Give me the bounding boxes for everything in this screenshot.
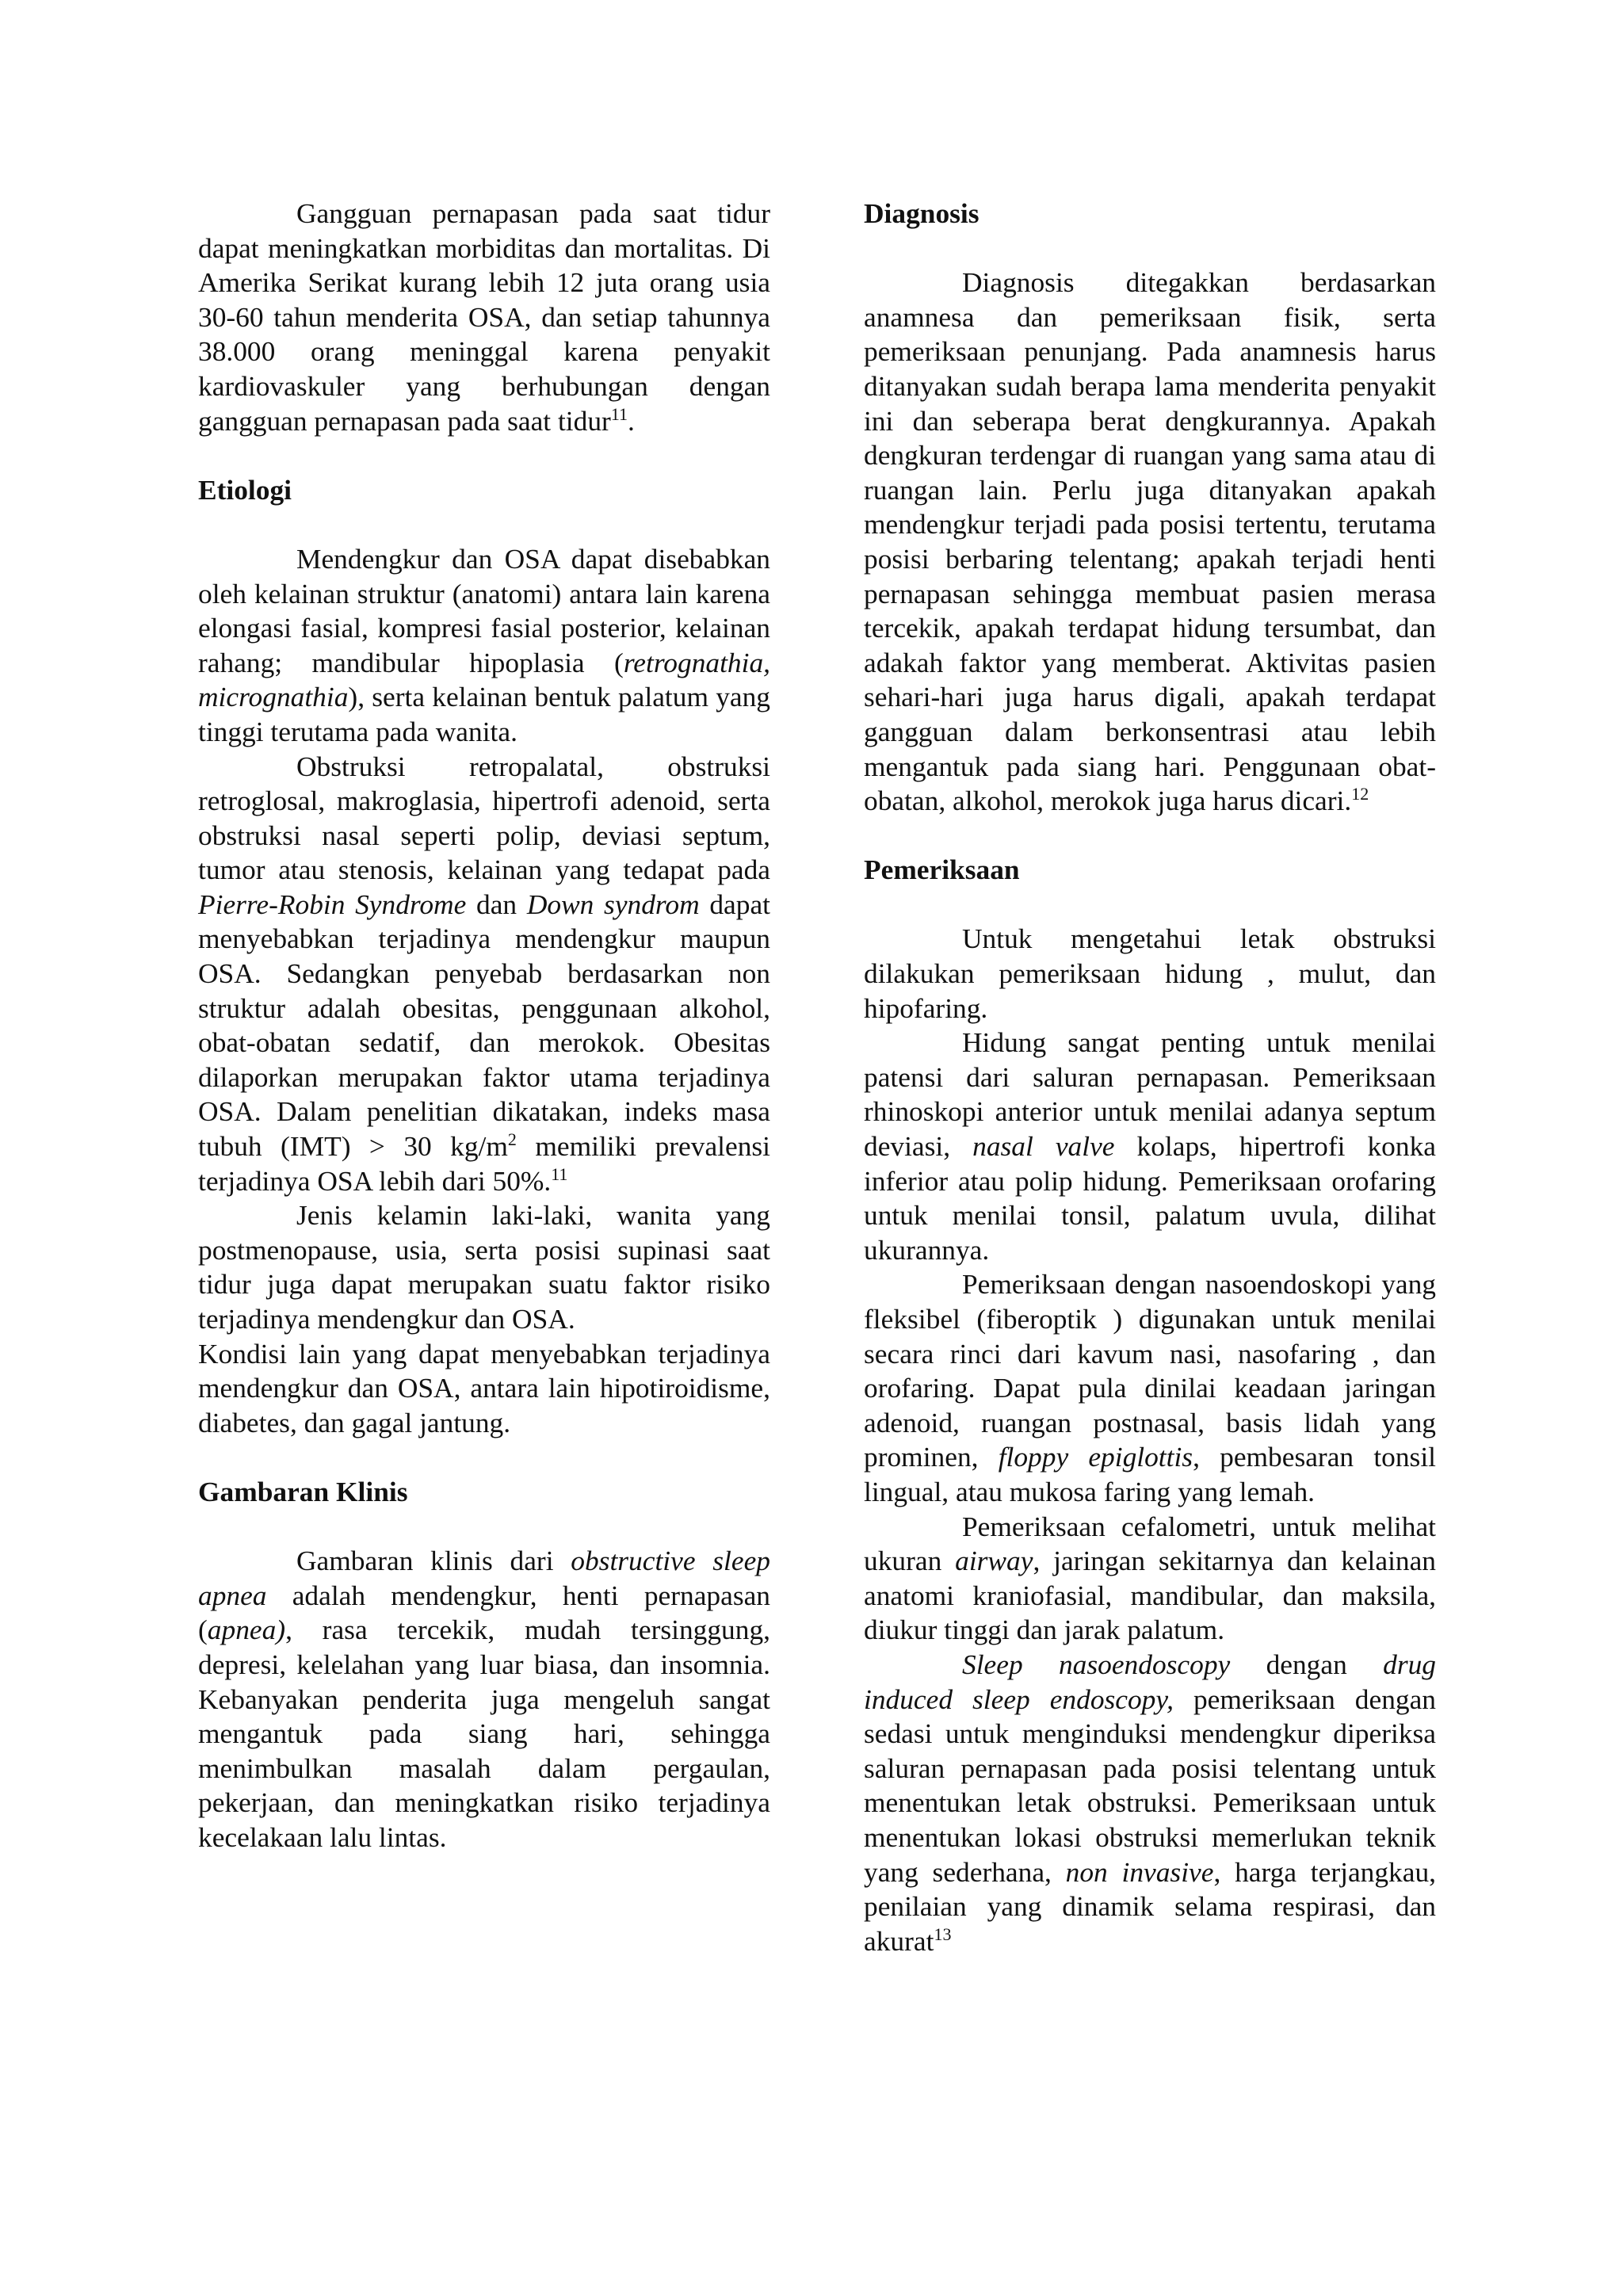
italic-term: nasal valve — [972, 1130, 1115, 1163]
section-heading-diagnosis: Diagnosis — [864, 197, 980, 229]
etiologi-paragraph-2 — [198, 750, 770, 1199]
italic-term: retrognathia, micrognathia — [198, 646, 770, 713]
italic-term: floppy epiglottis — [998, 1441, 1193, 1473]
pemeriksaan-paragraph-3 — [864, 1267, 1436, 1509]
etiologi-paragraph-4: Kondisi lain yang dapat menyebabkan terjadinya mendengkur dan OSA, antara lain hipotiroidisme, diabetes, dan gagal jantung. — [198, 1337, 770, 1438]
text-run: Diagnosis ditegakkan berdasarkan anamnesa dan pemeriksaan fisik, serta pemeriksaan penunjang. Pada anamnesis harus ditanyakan sudah berapa lama menderita penyakit ini dan seberapa berat dengkurannya. Apakah dengkuran terdengar di ruangan yang sama atau di ruangan lain. Perlu juga ditanyakan apakah mendengkur terjadi pada posisi tertentu, terutama posisi berbaring telentang; apakah terjadi henti pernapasan sehingga membuat pasien merasa tercekik, apakah terdapat hidung tersumbat, dan adakah faktor yang memberat. Aktivitas pasien sehari-hari juga harus digali, apakah terdapat gangguan dalam berkonsentrasi atau lebih mengantuk pada siang hari. Penggunaan obat-obatan, alkohol, merokok juga harus dicari. — [864, 266, 1436, 817]
italic-term: drug induced sleep endoscopy, — [864, 1648, 1436, 1715]
text-run: dengan — [1230, 1648, 1384, 1680]
text-run: Mendengkur dan OSA dapat disebabkan oleh kelainan struktur (anatomi) antara lain karena elongasi fasial, kompresi fasial posterior, kelainan rahang; mandibular hipoplasia ( — [198, 542, 770, 678]
section-heading-etiologi: Etiologi — [198, 473, 292, 506]
etiologi-paragraph-3: Jenis kelamin laki-laki, wanita yang postmenopause, usia, serta posisi supinasi saat tidur juga dapat merupakan suatu faktor risiko terjadinya mendengkur dan OSA. — [198, 1199, 770, 1335]
text-run: , rasa tercekik, mudah tersinggung, depresi, kelelahan yang luar biasa, dan insomnia. Kebanyakan penderita juga mengeluh sangat mengantuk pada siang hari, sehingga menimbulkan masalah dalam pergaulan, pekerjaan, dan meningkatkan risiko terjadinya kecelakaan lalu lintas. — [198, 1614, 770, 1853]
italic-term: Down syndrom — [526, 888, 700, 920]
pemeriksaan-paragraph-1: Untuk mengetahui letak obstruksi dilakukan pemeriksaan hidung , mulut, dan hipofaring. — [864, 923, 1436, 1024]
etiologi-paragraph-1 — [198, 542, 770, 750]
italic-term: obstructive sleep apnea — [198, 1545, 770, 1611]
italic-term: apnea) — [207, 1614, 286, 1646]
gambaran-klinis-paragraph — [198, 1544, 770, 1855]
section-heading-gambaran-klinis: Gambaran Klinis — [198, 1475, 408, 1507]
text-run: dan — [466, 888, 527, 920]
text-run: , pembesaran tonsil lingual, atau mukosa faring yang lemah. — [864, 1441, 1436, 1507]
citation-ref: 13 — [934, 1924, 952, 1944]
text-run: Hidung sangat penting untuk menilai patensi dari saluran pernapasan. Pemeriksaan rhinoskopi anterior untuk menilai adanya septum deviasi, — [864, 1026, 1436, 1163]
text-run: Obstruksi retropalatal, obstruksi retroglosal, makroglasia, hipertrofi adenoid, serta obstruksi nasal seperti polip, deviasi septum, tumor atau stenosis, kelainan yang tedapat pada — [198, 750, 770, 886]
intro-tail: . — [628, 404, 635, 437]
text-run: Pemeriksaan dengan nasoendoskopi yang fleksibel (fiberoptik ) digunakan untuk menilai secara rinci dari kavum nasi, nasofaring , dan orofaring. Dapat pula dinilai keadaan jaringan adenoid, ruangan postnasal, basis lidah yang prominen, — [864, 1268, 1436, 1473]
text-run: pemeriksaan dengan sedasi untuk menginduksi mendengkur diperiksa saluran pernapasan pada posisi telentang untuk menentukan letak obstruksi. Pemeriksaan untuk menentukan lokasi obstruksi memerlukan teknik yang sederhana, — [864, 1683, 1436, 1888]
italic-term: Pierre-Robin Syndrome — [198, 888, 467, 920]
text-run: ), serta kelainan bentuk palatum yang tinggi terutama pada wanita. — [198, 681, 770, 747]
italic-term: non invasive — [1065, 1855, 1214, 1888]
intro-paragraph — [198, 197, 770, 438]
pemeriksaan-paragraph-2 — [864, 1026, 1436, 1267]
italic-term: airway — [955, 1545, 1033, 1577]
diagnosis-paragraph — [864, 266, 1436, 819]
text-run: dapat menyebabkan terjadinya mendengkur maupun OSA. Sedangkan penyebab berdasarkan non struktur adalah obesitas, penggunaan alkohol, obat-obatan sedatif, dan merokok. Obesitas dilaporkan merupakan faktor utama terjadinya OSA. Dalam penelitian dikatakan, indeks masa tubuh (IMT) > 30 kg/m — [198, 888, 770, 1163]
text-run: memiliki prevalensi terjadinya OSA lebih dari 50%. — [198, 1130, 770, 1197]
citation-ref: 11 — [551, 1163, 568, 1184]
text-run: , harga terjangkau, penilaian yang dinamik selama respirasi, dan akurat — [864, 1855, 1436, 1957]
left-column — [198, 197, 770, 1855]
text-run: Pemeriksaan cefalometri, untuk melihat ukuran — [864, 1510, 1436, 1577]
intro-text: Gangguan pernapasan pada saat tidur dapat meningkatkan morbiditas dan mortalitas. Di Amerika Serikat kurang lebih 12 juta orang usia 30-60 tahun menderita OSA, dan setiap tahunnya 38.000 orang meninggal karena penyakit kardiovaskuler yang berhubungan dengan gangguan pernapasan pada saat tidur — [198, 197, 770, 437]
section-heading-pemeriksaan: Pemeriksaan — [864, 854, 1020, 886]
text-run: kolaps, hipertrofi konka inferior atau polip hidung. Pemeriksaan orofaring untuk menilai tonsil, palatum uvula, dilihat ukurannya. — [864, 1130, 1436, 1266]
citation-ref: 12 — [1351, 784, 1369, 804]
unit-superscript: 2 — [507, 1129, 517, 1150]
citation-ref: 11 — [610, 403, 628, 424]
text-run: Gambaran klinis dari — [296, 1545, 571, 1577]
right-column — [864, 197, 1436, 1958]
text-run: adalah mendengkur, henti pernapasan ( — [198, 1579, 770, 1646]
pemeriksaan-paragraph-4 — [864, 1510, 1436, 1648]
italic-term: Sleep nasoendoscopy — [962, 1648, 1231, 1680]
text-run: , jaringan sekitarnya dan kelainan anatomi kraniofasial, mandibular, dan maksila, diukur tinggi dan jarak palatum. — [864, 1545, 1436, 1646]
pemeriksaan-paragraph-5 — [864, 1648, 1436, 1958]
